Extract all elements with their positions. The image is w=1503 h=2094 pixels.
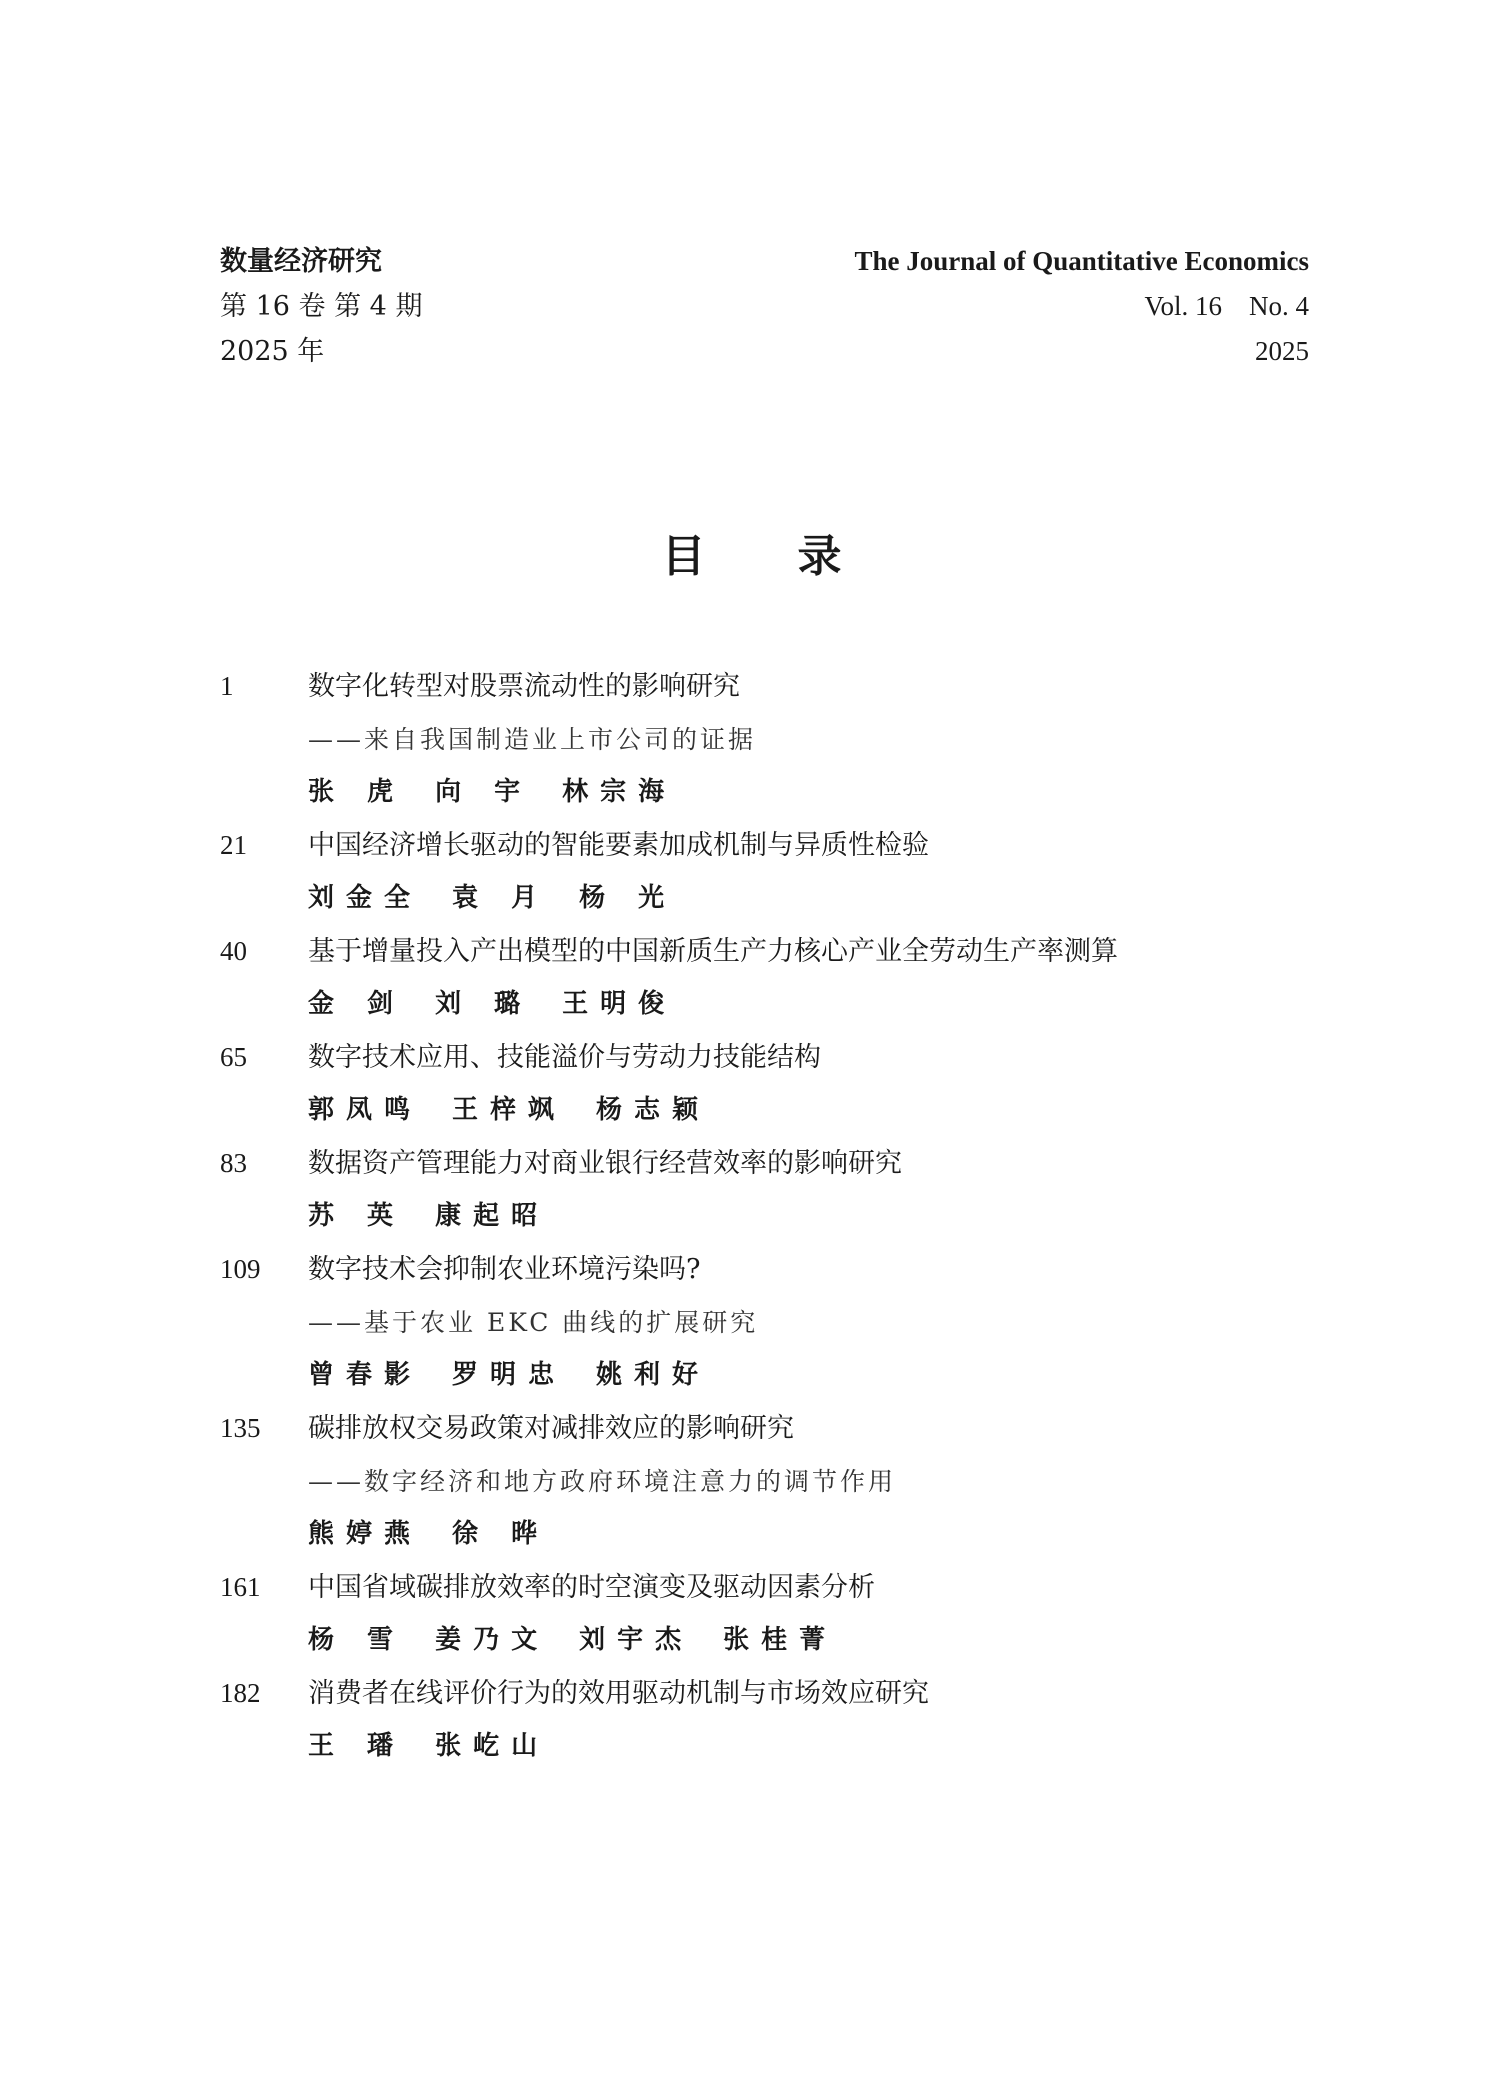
article-subtitle: ——来自我国制造业上市公司的证据: [308, 725, 757, 754]
article-subtitle: ——基于农业 EKC 曲线的扩展研究: [308, 1308, 759, 1337]
article-authors: [308, 978, 706, 1031]
author-name: 曾春影: [308, 1360, 423, 1390]
article-title: 数字技术会抑制农业环境污染吗?: [308, 1254, 701, 1285]
toc-entry: [220, 1137, 1320, 1190]
author-name: 袁 月: [452, 883, 550, 913]
article-authors: [308, 1508, 579, 1561]
volume-issue-en: Vol. 16 No. 4: [1144, 291, 1309, 321]
article-authors: [308, 1614, 867, 1667]
page-number: 161: [220, 1572, 261, 1602]
author-name: 杨 光: [579, 883, 677, 913]
author-name: 苏 英: [308, 1201, 406, 1231]
author-name: 罗明忠: [452, 1360, 567, 1390]
toc-entry: [220, 1243, 1320, 1296]
author-name: 徐 晔: [452, 1519, 550, 1549]
author-name: 张屹山: [435, 1731, 550, 1761]
toc-title: 目录: [661, 531, 934, 582]
article-authors: [308, 872, 706, 925]
article-title: 碳排放权交易政策对减排效应的影响研究: [308, 1413, 794, 1444]
article-title: 中国经济增长驱动的智能要素加成机制与异质性检验: [308, 830, 929, 861]
author-name: 向 宇: [435, 777, 533, 807]
journal-name-cn: 数量经济研究: [220, 246, 382, 277]
article-title: 数字化转型对股票流动性的影响研究: [308, 671, 740, 702]
article-authors: [308, 1349, 740, 1402]
author-name: 刘 璐: [435, 989, 533, 1019]
author-name: 杨志颖: [596, 1095, 711, 1125]
article-title: 消费者在线评价行为的效用驱动机制与市场效应研究: [308, 1678, 929, 1709]
author-name: 刘金全: [308, 883, 423, 913]
article-authors: [308, 1720, 579, 1773]
author-name: 杨 雪: [308, 1625, 406, 1655]
article-subtitle: ——数字经济和地方政府环境注意力的调节作用: [308, 1467, 897, 1496]
article-title: 基于增量投入产出模型的中国新质生产力核心产业全劳动生产率测算: [308, 936, 1118, 967]
author-name: 张桂菁: [723, 1625, 838, 1655]
author-name: 王明俊: [562, 989, 677, 1019]
toc-entry: [220, 819, 1320, 872]
table-of-contents: [220, 660, 1320, 1773]
author-name: 康起昭: [435, 1201, 550, 1231]
author-name: 刘宇杰: [579, 1625, 694, 1655]
author-name: 金 剑: [308, 989, 406, 1019]
page-number: 21: [220, 830, 247, 860]
page-number: 109: [220, 1254, 261, 1284]
page-number: 65: [220, 1042, 247, 1072]
year-en: 2025: [1255, 336, 1309, 366]
article-title: 数据资产管理能力对商业银行经营效率的影响研究: [308, 1148, 902, 1179]
author-name: 张 虎: [308, 777, 406, 807]
year-cn: 2025 年: [220, 336, 325, 367]
page-number: 83: [220, 1148, 247, 1178]
page-number: 135: [220, 1413, 261, 1443]
article-authors: [308, 1190, 579, 1243]
author-name: 姚利好: [596, 1360, 711, 1390]
article-title: 数字技术应用、技能溢价与劳动力技能结构: [308, 1042, 821, 1073]
journal-name-en: The Journal of Quantitative Economics: [854, 246, 1309, 276]
author-name: 姜乃文: [435, 1625, 550, 1655]
page-number: 40: [220, 936, 247, 966]
article-authors: [308, 766, 706, 819]
page-number: 1: [220, 671, 234, 701]
toc-entry: [220, 1561, 1320, 1614]
toc-entry: [220, 660, 1320, 713]
toc-entry: [220, 1031, 1320, 1084]
article-title: 中国省域碳排放效率的时空演变及驱动因素分析: [308, 1572, 875, 1603]
author-name: 熊婷燕: [308, 1519, 423, 1549]
author-name: 林宗海: [562, 777, 677, 807]
author-name: 郭凤鸣: [308, 1095, 423, 1125]
toc-entry: [220, 925, 1320, 978]
author-name: 王 璠: [308, 1731, 406, 1761]
article-authors: [308, 1084, 740, 1137]
author-name: 王梓飒: [452, 1095, 567, 1125]
toc-entry: [220, 1402, 1320, 1455]
volume-issue-cn: 第 16 卷 第 4 期: [220, 291, 423, 322]
toc-entry: [220, 1667, 1320, 1720]
page-number: 182: [220, 1678, 261, 1708]
